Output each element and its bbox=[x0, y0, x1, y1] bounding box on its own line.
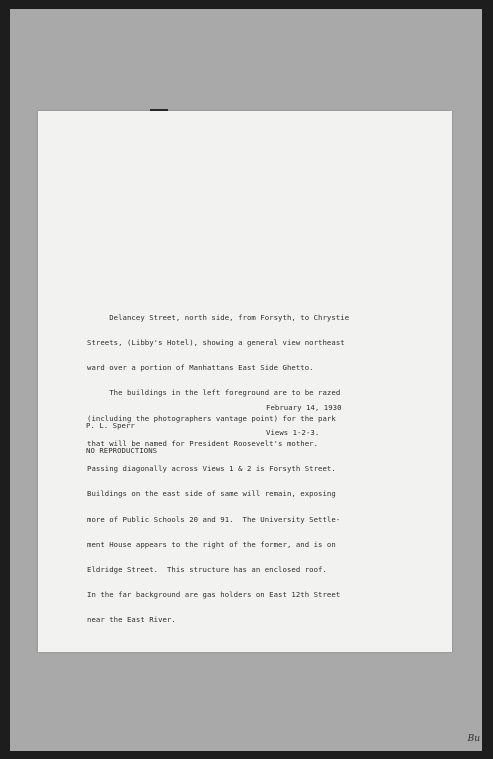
body-line: Delancey Street, north side, from Forsyth, to Chrystie bbox=[87, 312, 350, 322]
body-line: that will be named for President Roosevelt's mother. bbox=[87, 438, 319, 448]
body-line: ward over a portion of Manhattans East Side Ghetto. bbox=[87, 363, 314, 373]
typed-sheet bbox=[38, 111, 452, 652]
body-line: ment House appears to the right of the former, and is on bbox=[87, 539, 336, 549]
corner-handwritten-note: Bu bbox=[467, 734, 480, 744]
body-line: Streets, (Libby's Hotel), showing a general view northeast bbox=[87, 338, 345, 348]
author-name: P. L. Sperr bbox=[86, 420, 135, 430]
body-line: (including the photographers vantage point) for the park bbox=[87, 413, 336, 423]
body-line: Passing diagonally across Views 1 & 2 is Forsyth Street. bbox=[87, 464, 336, 474]
views-line: Views 1-2-3. bbox=[266, 428, 320, 438]
restriction-note: NO REPRODUCTIONS bbox=[86, 446, 158, 456]
date-line: February 14, 1930 bbox=[266, 402, 342, 412]
body-line: more of Public Schools 20 and 91. The University Settle- bbox=[87, 514, 341, 524]
body-line: Buildings on the east side of same will remain, exposing bbox=[87, 489, 336, 499]
body-line: The buildings in the left foreground are to be razed bbox=[87, 388, 341, 398]
signature-block bbox=[86, 405, 157, 472]
body-line: Eldridge Street. This structure has an enclosed roof. bbox=[87, 565, 327, 574]
body-line: near the East River. bbox=[87, 615, 176, 625]
date-block bbox=[266, 387, 342, 454]
body-line: In the far background are gas holders on East 12th Street bbox=[87, 590, 341, 600]
